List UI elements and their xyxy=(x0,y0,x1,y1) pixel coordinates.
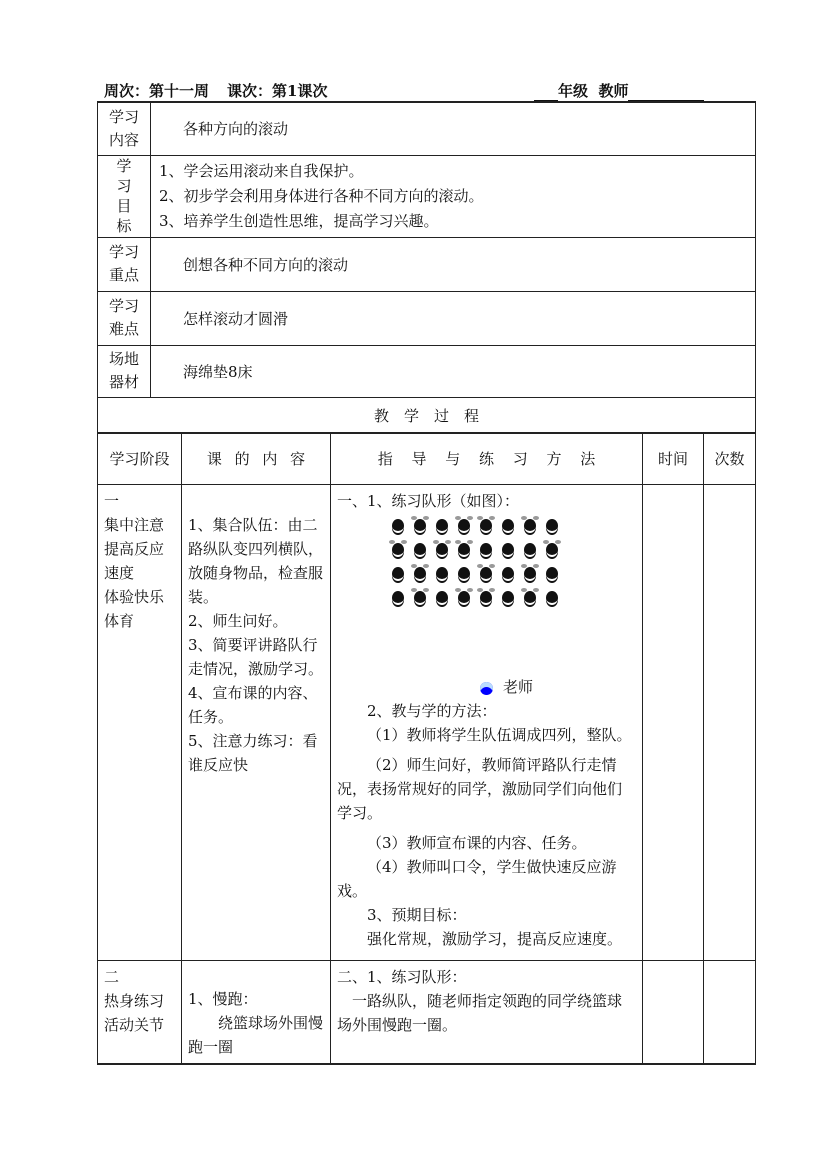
grade-teacher: 年级 教师 xyxy=(534,80,704,101)
row-equipment xyxy=(98,345,756,397)
row-value: 各种方向的滚动 xyxy=(151,102,756,155)
goal-item: 3、培养学生创造性思维，提高学习兴趣。 xyxy=(159,211,439,230)
row-label: 学习目标 xyxy=(98,155,151,237)
boy-student-icon xyxy=(502,591,514,605)
content-cell: 1、集合队伍：由二路纵队变四列横队，放随身物品，检查服装。 2、师生问好。 3、简要评讲路队行走情况，激励学习。 4、宣布课的内容、任务。 5、注意力练习：看谁反应快 xyxy=(182,485,331,961)
method-cell: 一、1、练习队形（如图）： 老师 2、教与学的方法： （1）教师将学生队伍调成四列，整队。 （2）师生问好，教师简评路队行走情况，表扬常规好的同学，激励同学们向他们学习。 （3）教师宣布课的内容、任务。 （4）教师叫口令，学生做快速反应游戏。 3、预期目标： 强化常规，激励学习，提高反应速度。 xyxy=(331,485,643,961)
row-label: 学习重点 xyxy=(98,237,151,291)
goals-list xyxy=(151,155,756,237)
girl-student-icon xyxy=(392,543,404,557)
girl-student-icon xyxy=(458,591,470,605)
girl-student-icon xyxy=(524,567,536,581)
girl-student-icon xyxy=(414,519,426,533)
girl-student-icon xyxy=(480,567,492,581)
boy-student-icon xyxy=(392,567,404,581)
boy-student-icon xyxy=(436,567,448,581)
girl-student-icon xyxy=(414,567,426,581)
girl-student-icon xyxy=(546,543,558,557)
content-cell: 1、慢跑： 绕篮球场外围慢跑一圈 xyxy=(182,961,331,1065)
section-row xyxy=(98,961,756,1065)
boy-student-icon xyxy=(392,591,404,605)
formation-diagram xyxy=(387,519,636,605)
row-label: 学习内容 xyxy=(98,102,151,155)
section-row xyxy=(98,485,756,961)
girl-student-icon xyxy=(480,519,492,533)
girl-student-icon xyxy=(414,591,426,605)
girl-student-icon xyxy=(436,543,448,557)
col-method: 指 导 与 练 习 方 法 xyxy=(331,433,643,485)
column-headers xyxy=(98,433,756,485)
boy-student-icon xyxy=(392,519,404,533)
week-label: 周次：第十一周 xyxy=(104,82,210,100)
row-label: 场地器材 xyxy=(98,345,151,397)
row-value: 创想各种不同方向的滚动 xyxy=(151,237,756,291)
stage-cell: 一 集中注意 提高反应 速度 体验快乐 体育 xyxy=(98,485,182,961)
girl-student-icon xyxy=(480,591,492,605)
girl-student-icon xyxy=(524,591,536,605)
boy-student-icon xyxy=(502,519,514,533)
row-difficulty xyxy=(98,291,756,345)
row-label: 学习难点 xyxy=(98,291,151,345)
boy-student-icon xyxy=(524,543,536,557)
row-value: 海绵垫8床 xyxy=(151,345,756,397)
boy-student-icon xyxy=(502,543,514,557)
boy-student-icon xyxy=(546,591,558,605)
lesson-label: 课次：第1课次 xyxy=(227,82,328,100)
girl-student-icon xyxy=(458,543,470,557)
row-content xyxy=(98,102,756,155)
process-table xyxy=(97,432,756,1065)
info-table xyxy=(97,101,756,434)
col-stage: 学习阶段 xyxy=(98,433,182,485)
stage-cell: 二 热身练习 活动关节 xyxy=(98,961,182,1065)
teacher-icon xyxy=(480,682,493,695)
boy-student-icon xyxy=(546,519,558,533)
boy-student-icon xyxy=(436,591,448,605)
boy-student-icon xyxy=(458,567,470,581)
girl-student-icon xyxy=(458,519,470,533)
boy-student-icon xyxy=(546,567,558,581)
row-focus xyxy=(98,237,756,291)
method-title: 一、1、练习队形（如图）： xyxy=(337,492,520,510)
goal-item: 1、学会运用滚动来自我保护。 xyxy=(159,161,364,180)
col-count: 次数 xyxy=(704,433,756,485)
col-content: 课 的 内 容 xyxy=(182,433,331,485)
row-value: 怎样滚动才圆滑 xyxy=(151,291,756,345)
process-title: 教 学 过 程 xyxy=(98,397,756,433)
girl-student-icon xyxy=(524,519,536,533)
boy-student-icon xyxy=(480,543,492,557)
goal-item: 2、初步学会利用身体进行各种不同方向的滚动。 xyxy=(159,186,484,205)
teacher-marker: 老师 xyxy=(377,675,636,699)
col-time: 时间 xyxy=(643,433,704,485)
row-goals xyxy=(98,155,756,237)
boy-student-icon xyxy=(502,567,514,581)
boy-student-icon xyxy=(414,543,426,557)
boy-student-icon xyxy=(436,519,448,533)
method-cell: 二、1、练习队形： 一路纵队，随老师指定领跑的同学绕篮球场外围慢跑一圈。 xyxy=(331,961,643,1065)
